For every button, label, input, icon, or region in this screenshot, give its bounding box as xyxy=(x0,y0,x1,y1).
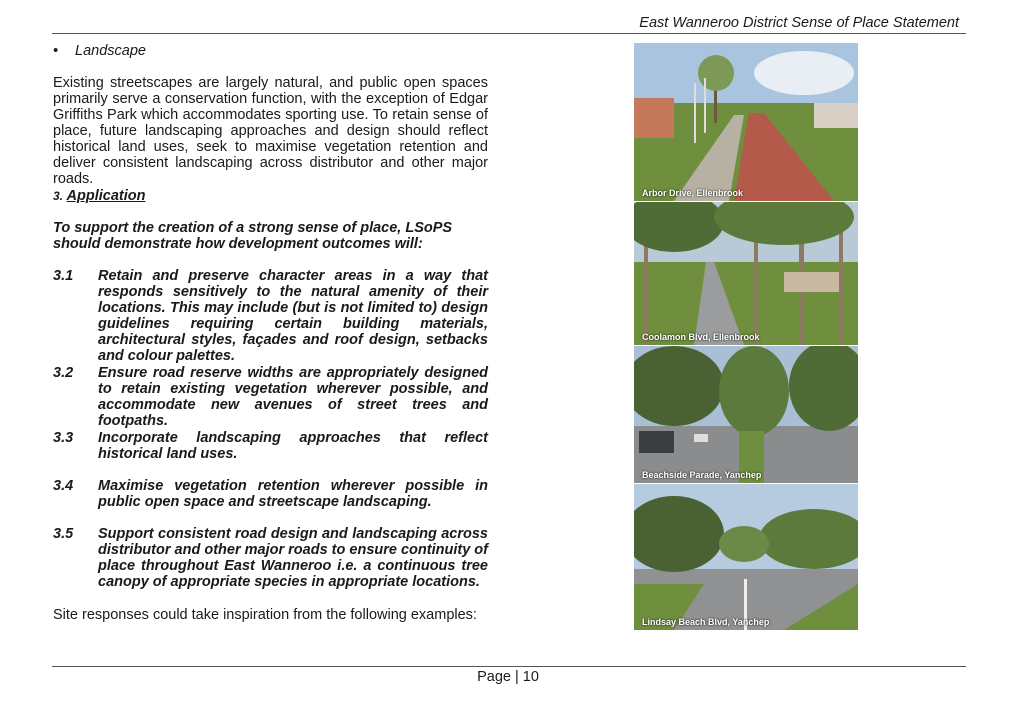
street-photo xyxy=(634,202,858,345)
footer-rule xyxy=(52,666,966,667)
item-number: 3.4 xyxy=(53,478,74,494)
header-rule xyxy=(52,33,966,34)
item-number: 3.1 xyxy=(53,268,74,284)
photo-caption: Beachside Parade, Yanchep xyxy=(642,470,762,480)
application-intro: To support the creation of a strong sense of place, LSoPS should demonstrate how development outcomes will: xyxy=(53,220,453,252)
list-item xyxy=(53,365,488,429)
item-number: 3.5 xyxy=(53,526,74,542)
landscape-paragraph: Existing streetscapes are largely natural, and public open spaces primarily serve a conservation function, with the exception of Edgar Griffiths Park which accommodates sporting use. To retain sense of place, future landscaping approaches and design should reflect historical land uses, seek to maximise vegetation retention and deliver consistent landscaping across distributor and other major roads. xyxy=(53,75,488,187)
list-item xyxy=(53,430,488,462)
bullet-text: Landscape xyxy=(75,43,146,59)
item-text: Retain and preserve character areas in a way that responds sensitively to the natural amenity of their locations. This may include (but is not limited to) design guidelines requiring certain building materials, architectural styles, façades and roof design, setbacks and colour palettes. xyxy=(98,268,488,364)
item-number: 3.2 xyxy=(53,365,74,381)
closing-sentence: Site responses could take inspiration from the following examples: xyxy=(53,607,477,623)
list-item xyxy=(53,526,488,590)
application-label: Application xyxy=(66,188,146,204)
photo-caption: Lindsay Beach Blvd, Yanchep xyxy=(642,617,770,627)
item-text: Maximise vegetation retention wherever possible in public open space and streetscape landscaping. xyxy=(98,478,488,510)
item-number: 3.3 xyxy=(53,430,74,446)
document-header-title: East Wanneroo District Sense of Place Statement xyxy=(639,15,959,31)
street-photo xyxy=(634,484,858,630)
photo-caption: Coolamon Blvd, Ellenbrook xyxy=(642,332,760,342)
application-heading xyxy=(53,188,145,204)
list-item xyxy=(53,478,488,510)
photo-caption: Arbor Drive, Ellenbrook xyxy=(642,188,744,198)
list-item xyxy=(53,268,488,364)
page-number: Page | 10 xyxy=(477,669,539,685)
landscape-bullet xyxy=(53,43,146,59)
item-text: Incorporate landscaping approaches that reflect historical land uses. xyxy=(98,430,488,462)
street-photo xyxy=(634,346,858,483)
application-number: 3. xyxy=(53,189,64,203)
street-photo xyxy=(634,43,858,201)
bullet-symbol: • xyxy=(53,43,59,59)
item-text: Support consistent road design and landscaping across distributor and other major roads to ensure continuity of place throughout East Wanneroo i.e. a continuous tree canopy of appropriate species in appropriate locations. xyxy=(98,526,488,590)
item-text: Ensure road reserve widths are appropriately designed to retain existing vegetation wherever possible, and accommodate new avenues of street trees and footpaths. xyxy=(98,365,488,429)
